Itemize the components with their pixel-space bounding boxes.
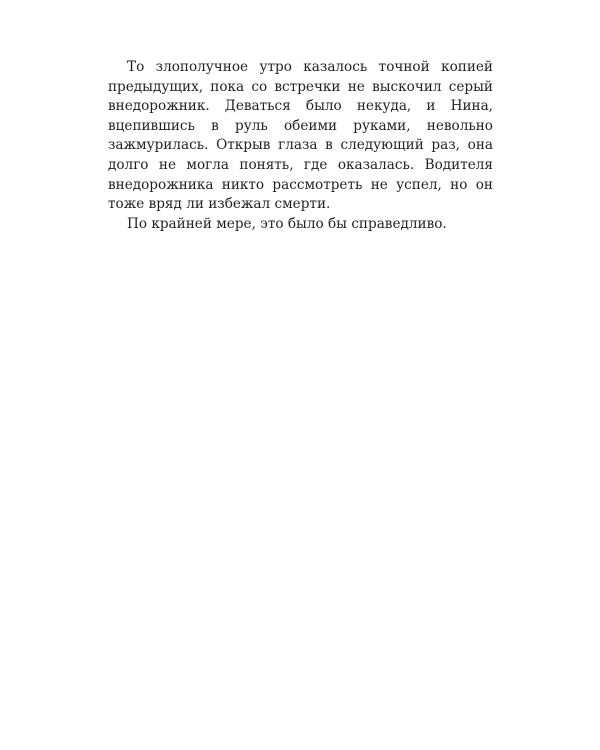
text-body (108, 58, 493, 234)
paragraph: То злополучное утро казалось точной копией предыдущих, пока со встречки не выскочил серый внедорожник. Деваться было некуда, и Нина, вцепившись в руль обеими руками, невольно зажмурилась. Открыв глаза в следующий раз, она долго не могла понять, где оказалась. Водителя внедорожника никто рассмотреть не успел, но он тоже вряд ли избежал смерти. (108, 59, 493, 213)
paragraph: По крайней мере, это было бы справедливо. (127, 215, 447, 232)
